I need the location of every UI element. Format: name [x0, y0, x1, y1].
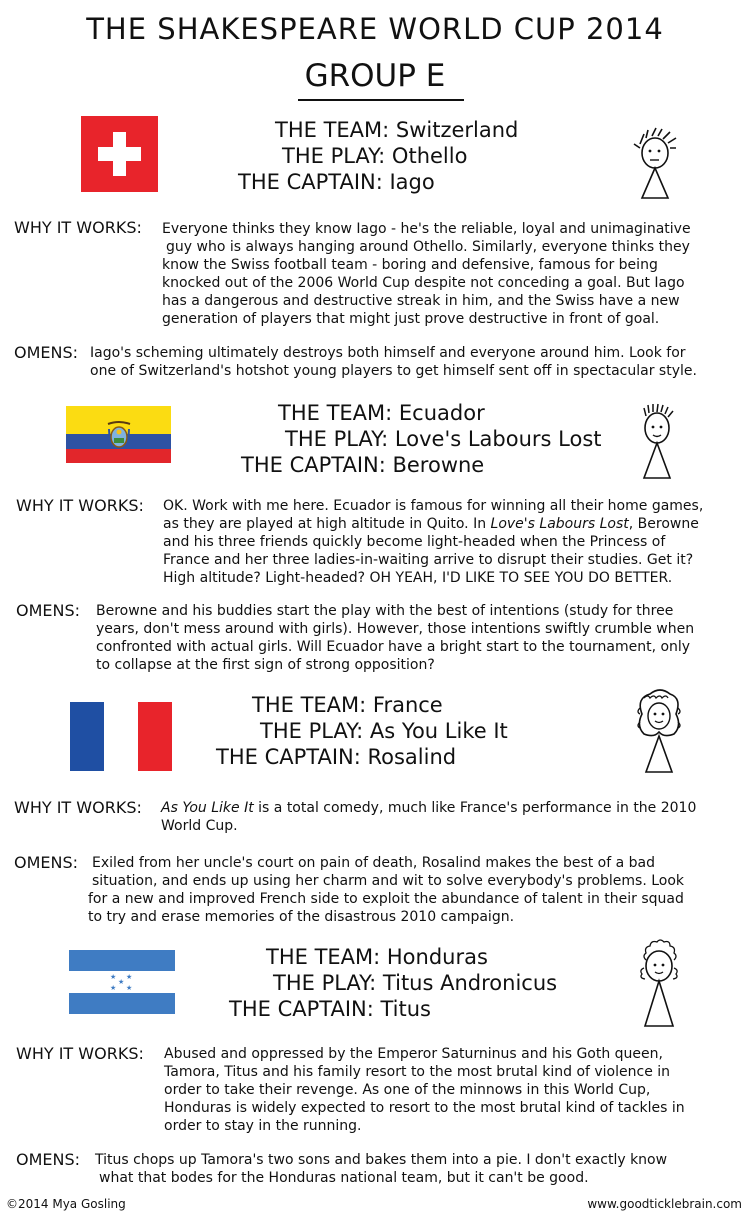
honduras-flag [69, 950, 175, 1014]
play-name: THE PLAY: As You Like It [260, 719, 508, 743]
page-title: THE SHAKESPEARE WORLD CUP 2014 [86, 12, 664, 46]
omens-label: OMENS: [16, 601, 81, 620]
copyright: ©2014 Mya Gosling [6, 1197, 126, 1211]
omens-label: OMENS: [14, 343, 79, 362]
captain-name: THE CAPTAIN: Iago [238, 170, 435, 194]
text-line: Titus chops up Tamora's two sons and bakes them into a pie. I don't exactly know [95, 1152, 668, 1168]
omens-text [90, 344, 697, 380]
text-line: order to take their revenge. As one of the minnows in this World Cup, [164, 1082, 651, 1098]
why-it-works-text [164, 1045, 685, 1135]
text-line: has a dangerous and destructive streak in him, and the Swiss have a new [162, 293, 680, 309]
omens-text [95, 1151, 667, 1187]
omens-text [96, 602, 694, 674]
titus-stick-figure-icon [630, 938, 690, 1030]
france-flag [70, 702, 172, 771]
text-line: confronted with actual girls. Will Ecuador have a bright start to the tournament, only [96, 639, 691, 655]
text-line: knocked out of the 2006 World Cup despite not conceding a goal. But Iago [162, 275, 685, 291]
svg-text:★: ★ [110, 973, 117, 981]
berowne-stick-figure-icon [634, 402, 684, 482]
svg-text:★: ★ [126, 984, 133, 992]
play-name: THE PLAY: Love's Labours Lost [285, 427, 602, 451]
text-line: know the Swiss football team - boring and defensive, famous for being [162, 257, 658, 273]
text-line: World Cup. [161, 818, 238, 834]
omens-text [88, 854, 684, 926]
rosalind-stick-figure-icon [624, 686, 694, 776]
why-it-works-text [163, 497, 703, 587]
group-title-underline [298, 99, 464, 101]
text-line: As You Like It is a total comedy, much like France's performance in the 2010 [161, 800, 697, 816]
text-line: situation, and ends up using her charm and wit to solve everybody's problems. Look [92, 873, 685, 889]
team-name: THE TEAM: Ecuador [278, 401, 485, 425]
svg-text:★: ★ [118, 978, 125, 986]
text-line: to collapse at the first sign of strong opposition? [96, 657, 435, 673]
text-line: guy who is always hanging around Othello. Similarly, everyone thinks they [166, 239, 690, 255]
text-line: Exiled from her uncle's court on pain of death, Rosalind makes the best of a bad [92, 855, 656, 871]
text-line: one of Switzerland's hotshot young players to get himself sent off in spectacular style. [90, 363, 697, 379]
text-line: France and her three ladies-in-waiting arrive to disrupt their studies. Get it? [163, 552, 694, 568]
ecuador-flag [66, 406, 171, 463]
play-title-italic: Love's Labours Lost [490, 516, 629, 532]
team-name: THE TEAM: France [252, 693, 443, 717]
text-line: order to stay in the running. [164, 1118, 362, 1134]
why-it-works-text [161, 799, 696, 835]
text-line: Honduras is widely expected to resort to the most brutal kind of tackles in [164, 1100, 685, 1116]
team-name: THE TEAM: Honduras [266, 945, 488, 969]
why-it-works-label: WHY IT WORKS: [16, 496, 144, 515]
text-line: years, don't mess around with girls). However, those intentions swiftly crumble when [96, 621, 695, 637]
text-line: High altitude? Light-headed? OH YEAH, I'D LIKE TO SEE YOU DO BETTER. [163, 570, 673, 586]
captain-name: THE CAPTAIN: Rosalind [216, 745, 457, 769]
captain-name: THE CAPTAIN: Berowne [241, 453, 485, 477]
text-line: for a new and improved French side to exploit the abundance of talent in their squad [88, 891, 684, 907]
why-it-works-label: WHY IT WORKS: [16, 1044, 144, 1063]
text-line: Everyone thinks they know Iago - he's the reliable, loyal and unimaginative [162, 221, 691, 237]
group-title: GROUP E [304, 58, 446, 94]
website-link[interactable]: www.goodticklebrain.com [587, 1197, 742, 1211]
text-line: Tamora, Titus and his family resort to the most brutal kind of violence in [164, 1064, 671, 1080]
text-line: and his three friends quickly become light-headed when the Princess of [163, 534, 666, 550]
why-it-works-text [162, 220, 691, 328]
switzerland-flag [81, 116, 158, 192]
captain-name: THE CAPTAIN: Titus [229, 997, 431, 1021]
text-line: Abused and oppressed by the Emperor Saturninus and his Goth queen, [164, 1046, 663, 1062]
text-line: to try and erase memories of the disastrous 2010 campaign. [88, 909, 515, 925]
why-it-works-label: WHY IT WORKS: [14, 218, 142, 237]
text-line: OK. Work with me here. Ecuador is famous for winning all their home games, [163, 498, 704, 514]
team-name: THE TEAM: Switzerland [275, 118, 519, 142]
iago-stick-figure-icon [628, 126, 684, 202]
play-name: THE PLAY: Othello [282, 144, 468, 168]
svg-text:★: ★ [126, 973, 133, 981]
play-title-italic: As You Like It [161, 800, 254, 816]
text-line: as they are played at high altitude in Quito. In Love's Labours Lost, Berowne [163, 516, 699, 532]
svg-text:★: ★ [110, 984, 117, 992]
honduras-stars-icon [109, 972, 135, 992]
omens-label: OMENS: [16, 1150, 81, 1169]
text-line: Iago's scheming ultimately destroys both himself and everyone around him. Look for [90, 345, 686, 361]
text-line: generation of players that might just prove destructive in front of goal. [162, 311, 660, 327]
omens-label: OMENS: [14, 853, 79, 872]
text-line: Berowne and his buddies start the play with the best of intentions (study for three [96, 603, 674, 619]
ecuador-coat-of-arms-icon [106, 420, 132, 450]
text-line: what that bodes for the Honduras national team, but it can't be good. [99, 1170, 589, 1186]
play-name: THE PLAY: Titus Andronicus [273, 971, 558, 995]
why-it-works-label: WHY IT WORKS: [14, 798, 142, 817]
